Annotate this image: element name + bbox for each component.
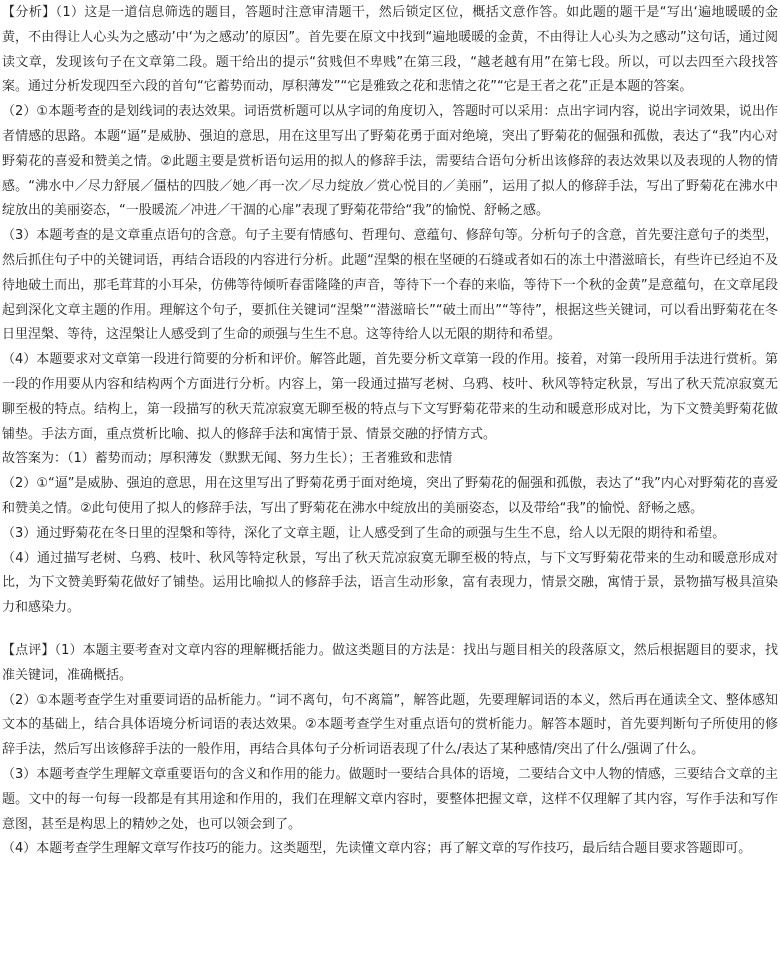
comment-paragraph-3: （3）本题考查学生理解文章重要语句的含义和作用的能力。做题时一要结合具体的语境，二要结合文中人物的情感，三要结合文章的主题。文中的每一句每一段都是有其用途和作用的，我们在理解文章内容时，要整体把握文章，这样不仅理解了其内容，写作手法和写作意图，甚至是构思上的精妙之处，也可以领会到了。 — [2, 766, 778, 832]
comment-paragraph-2: （2）①本题考查学生对重要词语的品析能力。“词不离句，句不离篇”，解答此题，先要理解词语的本义，然后再在通读全文、整体感知文本的基础上，结合具体语境分析词语的表达效果。②本题考查学生对重点语句的赏析能力。解答本题时，首先要判断句子所使用的修辞手法，然后写出该修辞手法的一般作用，再结合具体句子分析词语表现了什么/表达了某种感情/突出了什么/强调了什么。 — [2, 692, 778, 758]
comment-paragraph-1: 【点评】（1）本题主要考查对文章内容的理解概括能力。做这类题目的方法是：找出与题目相关的段落原文，然后根据题目的要求，找准关键词，准确概括。 — [2, 642, 778, 683]
answer-paragraph-2: （2）①“逼”是威胁、强迫的意思，用在这里写出了野菊花勇于面对绝境，突出了野菊花的倔强和孤傲，表达了“我”内心对野菊花的喜爱和赞美之情。②此句使用了拟人的修辞手法，写出了野菊花在沸水中绽放出的美丽姿态，以及带给“我”的愉悦、舒畅之感。 — [2, 476, 778, 516]
analysis-paragraph-3: （3）本题考查的是文章重点语句的含意。句子主要有情感句、哲理句、意蕴句、修辞句等。分析句子的含意，首先要注意句子的类型，然后抓住句子中的关键词语，再结合语段的内容进行分析。此题“涅槃的根在坚硬的石缝或者如石的冻土中潜滋暗长，有些许已经迫不及待地破土而出，那毛茸茸的小耳朵，仿佛等待倾听春雷隆隆的声音，等待下一个春的来临，等待下一个秋的金黄”是意蕴句，在文章尾段起到深化文章主题的作用。理解这个句子，要抓住关键词“涅槃”“潜滋暗长”“破土而出”“等待”，根据这些关键词，可以看出野菊花在冬日里涅槃、等待，这涅槃让人感受到了生命的顽强与生生不息。这等待给人以无限的期待和希望。 — [2, 228, 778, 343]
answer-paragraph-4: （4）通过描写老树、乌鸦、枝叶、秋风等特定秋景，写出了秋天荒凉寂寞无聊至极的特点，与下文写野菊花带来的生动和暖意形成对比，为下文赞美野菊花做好了铺垫。运用比喻拟人的修辞手法，语言生动形象，富有表现力，情景交融，寓情于景，景物描写极具渲染力和感染力。 — [2, 550, 778, 616]
answer-paragraph-3: （3）通过野菊花在冬日里的涅槃和等待，深化了文章主题，让人感受到了生命的顽强与生生不息，给人以无限的期待和希望。 — [2, 525, 726, 541]
section-gap — [0, 621, 780, 639]
analysis-paragraph-4: （4）本题要求对文章第一段进行简要的分析和评价。解答此题，首先要分析文章第一段的作用。接着，对第一段所用手法进行赏析。第一段的作用要从内容和结构两个方面进行分析。内容上，第一段通过描写老树、乌鸦、枝叶、秋风等特定秋景，写出了秋天荒凉寂寞无聊至极的特点。结构上，第一段描写的秋天荒凉寂寞无聊至极的特点与下文写野菊花带来的生动和暖意形成对比，为下文赞美野菊花做铺垫。手法方面，重点赏析比喻、拟人的修辞手法和寓情于景、情景交融的抒情方式。 — [2, 352, 778, 442]
analysis-paragraph-1: 【分析】（1）这是一道信息筛选的题目，答题时注意审清题干，然后锁定区位，概括文意作答。如此题的题干是“写出‘遍地暖暖的金黄，不由得让人心头为之感动’中‘为之感动’的原因”。首先要在原文中找到“遍地暖暖的金黄，不由得让人心头为之感动”这句话，通过阅读文章，发现该句子在文章第二段。题干给出的提示“贫贱但不卑贱”在第三段，“越老越有用”在第七段。所以，可以去四至六段找答案。通过分析发现四至六段的首句“它蓄势而动，厚积薄发”“它是雅致之花和悲情之花”“它是王者之花”正是本题的答案。 — [2, 5, 778, 95]
comment-section — [0, 639, 780, 862]
answer-paragraph-1: 故答案为：（1）蓄势而动；厚积薄发（默默无闻、努力生长）；王者雅致和悲情 — [2, 451, 453, 467]
analysis-section — [0, 1, 780, 447]
answer-section — [0, 447, 780, 621]
comment-paragraph-4: （4）本题考查学生理解文章写作技巧的能力。这类题型，先读懂文章内容；再了解文章的写作技巧，最后结合题目要求答题即可。 — [2, 841, 752, 857]
analysis-paragraph-2: （2）①本题考查的是划线词的表达效果。词语赏析题可以从字词的角度切入，答题时可以采用：点出字词内容，说出字词效果，说出作者情感的思路。本题“逼”是威胁、强迫的意思，用在这里写出了野菊花勇于面对绝境，突出了野菊花的倔强和孤傲，表达了“我”内心对野菊花的喜爱和赞美之情。②此题主要是赏析语句运用的拟人的修辞手法，需要结合语句分析出该修辞的表达效果以及表现的人物的情感。“沸水中／尽力舒展／僵枯的四肢／她／再一次／尽力绽放／赏心悦目的／美丽”，运用了拟人的修辞手法，写出了野菊花在沸水中绽放出的美丽姿态，“一股暖流／冲进／干涸的心扉”表现了野菊花带给“我”的愉悦、舒畅之感。 — [2, 104, 778, 219]
